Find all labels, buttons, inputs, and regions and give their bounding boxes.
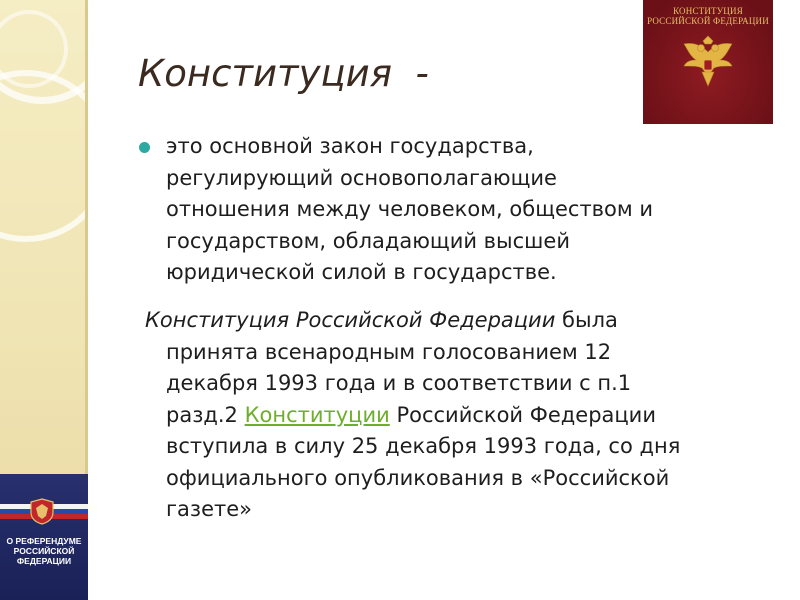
text-line: регулирующий основополагающие [166, 165, 557, 190]
text-line: отношения между человеком, обществом и [166, 197, 654, 221]
bullet-icon [139, 142, 150, 153]
double-headed-eagle-icon [676, 32, 740, 96]
text-line: газете» [166, 497, 252, 521]
booklet-title: О РЕФЕРЕНДУМЕ РОССИЙСКОЙ ФЕДЕРАЦИИ [6, 536, 82, 566]
text-line: вступила в силу 25 декабря 1993 года, со дня [166, 434, 681, 458]
text-line: принята всенародным голосованием 12 [166, 339, 612, 364]
text-line: юридической силой в государстве. [166, 260, 557, 284]
constitution-link[interactable]: Конституции [244, 402, 390, 427]
definition-paragraph [166, 131, 781, 289]
text-line: декабря 1993 года и в соответствии с п.1 [166, 371, 632, 395]
text-line: это основной закон государства, [166, 134, 534, 158]
constitution-name: Конституция Российской Федерации [145, 308, 556, 332]
adoption-paragraph [145, 305, 770, 526]
text-line: Конституция Российской Федерации была [145, 308, 618, 332]
cover-title: КОНСТИТУЦИЯ РОССИЙСКОЙ ФЕДЕРАЦИИ [647, 6, 769, 26]
text-line: официального опубликования в «Российской [166, 465, 670, 490]
constitution-cover-image [643, 0, 773, 124]
slide-title: Конституция - [138, 52, 429, 95]
text-line: разд.2 Конституции Российской Федерации [166, 402, 656, 427]
referendum-booklet-image [0, 474, 88, 600]
decorative-ring [0, 70, 88, 242]
text-line: государством, обладающий высшей [166, 228, 570, 253]
coat-of-arms-icon [27, 496, 57, 526]
